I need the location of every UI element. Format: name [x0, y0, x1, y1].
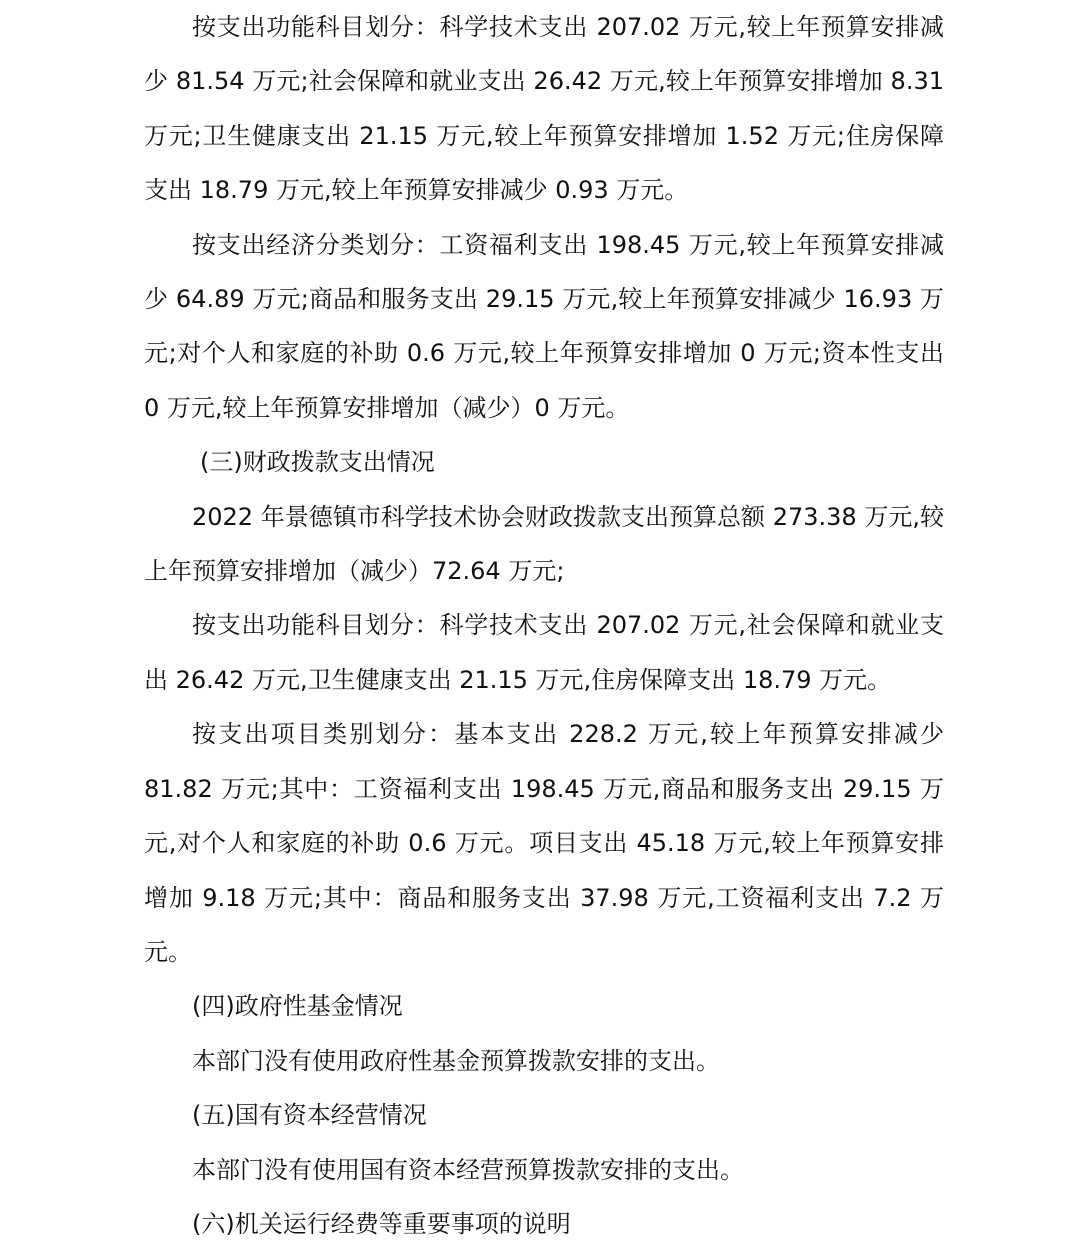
paragraph-project-category: 按支出项目类别划分：基本支出 228.2 万元,较上年预算安排减少 81.82 万元;其中：工资福利支出 198.45 万元,商品和服务支出 29.15 万元,对个人和家庭的补助 0.6 万元。项目支出 45.18 万元,较上年预算安排增加 9.18 万元;其中：商品和服务支出 37.98 万元,工资福利支出 7.2 万元。: [144, 720, 944, 966]
section-heading-operating-expenses: (六)机关运行经费等重要事项的说明: [192, 1209, 571, 1238]
paragraph-functional-classification: 按支出功能科目划分：科学技术支出 207.02 万元,较上年预算安排减少 81.54 万元;社会保障和就业支出 26.42 万元,较上年预算安排增加 8.31 万元;卫生健康支出 21.15 万元,较上年预算安排增加 1.52 万元;住房保障支出 18.79 万元,较上年预算安排减少 0.93 万元。: [144, 13, 944, 205]
section-heading-fiscal-appropriation-expenditure: (三)财政拨款支出情况: [200, 448, 435, 477]
paragraph-fiscal-appropriation-total: 2022 年景德镇市科学技术协会财政拨款支出预算总额 273.38 万元,较上年预算安排增加（减少）72.64 万元;: [144, 502, 944, 586]
paragraph-economic-classification: 按支出经济分类划分：工资福利支出 198.45 万元,较上年预算安排减少 64.89 万元;商品和服务支出 29.15 万元,较上年预算安排减少 16.93 万元;对个人和家庭的补助 0.6 万元,较上年预算安排增加 0 万元;资本性支出 0 万元,较上年预算安排增加（减少）0 万元。: [144, 230, 944, 422]
section-heading-government-fund: (四)政府性基金情况: [192, 992, 403, 1021]
section-heading-state-capital: (五)国有资本经营情况: [192, 1101, 427, 1130]
document-body: [144, 0, 944, 1251]
paragraph-appropriation-functional: 按支出功能科目划分：科学技术支出 207.02 万元,社会保障和就业支出 26.42 万元,卫生健康支出 21.15 万元,住房保障支出 18.79 万元。: [144, 611, 944, 694]
paragraph-state-capital: 本部门没有使用国有资本经营预算拨款安排的支出。: [192, 1155, 744, 1184]
paragraph-government-fund: 本部门没有使用政府性基金预算拨款安排的支出。: [192, 1046, 720, 1075]
